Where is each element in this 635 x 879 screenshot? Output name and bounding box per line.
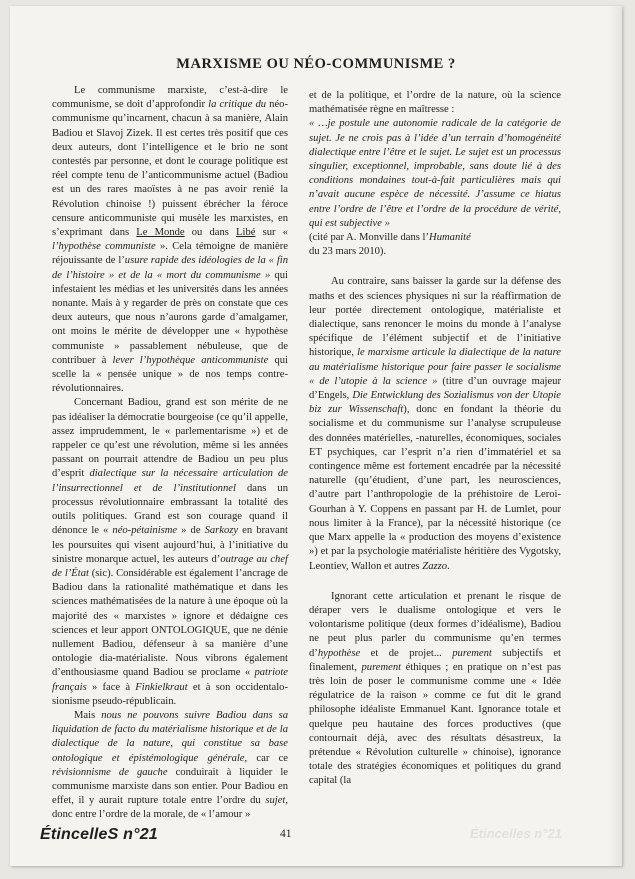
- text-run: Ignorant cette articulation et prenant le risque de déraper vers le dualisme ontologique et vers le volontarisme politique (deux formes d’idéalisme), Badiou ne peut plus parler du communisme qu’en termes d’: [309, 590, 561, 659]
- text-run: » de: [177, 525, 205, 537]
- text-run: conduirait à liquider le communisme marxiste dans son entier. Pour Badiou en effet, il y aurait rupture totale entre l’ordre du: [52, 766, 289, 807]
- text-run: , donc entre l’ordre de la morale, de « l’amour »: [52, 795, 288, 821]
- badiou-quote: « …je postule une autonomie radicale de la catégorie de sujet. Je ne crois pas à l’idée d’un terrain d’homogénéité dialectique entre l’être et le sujet. Le sujet est un processus singulier, exceptionnel, improbable, sans doute lié à des conditions mondaines tout-à-fait particulières mais qui n’avait aucune espèce de nécessité. J’assume ce hiatus entre l’ordre de l’être et l’ordre de la procédure de vérité, qui est subjective »: [309, 118, 561, 229]
- text-run: en bravant les poursuites qui visent aujourd’hui, à l’initiative du sinistre monarque actuel, les auteurs d’: [52, 525, 288, 565]
- text-run: le marxisme articule la dialectique de la nature au matérialisme historique pour faire passer le socialisme « de l’utopie à la science »: [309, 347, 562, 387]
- text-run: hypothèse: [317, 647, 361, 659]
- text-run: sur «: [255, 227, 288, 239]
- right-column: [309, 89, 561, 789]
- text-run: néo-pétainisme: [112, 525, 178, 537]
- text-run: nous ne pouvons suivre Badiou dans sa liquidation de facto du matérialisme historique et de la dialectique de la nature, qui constitue sa base ontologique et épistémologique générale: [52, 709, 288, 764]
- text-run: Sarkozy: [204, 525, 239, 537]
- show-through-text: Étincelles n°21: [470, 826, 562, 841]
- page-edge-shadow: [608, 6, 622, 866]
- left-column: [52, 84, 288, 823]
- text-run: Libé: [236, 227, 256, 239]
- text-run: Concernant Badiou, grand est son mérite de ne pas idéaliser la démocratie bourgeoise (ce qu’il appelle, assez imprudemment, le « parlementarisme ») et de rappeler ce qu’est une révolution, même si les années passant on pourrait attendre de Badiou un peu plus d’esprit: [52, 397, 288, 480]
- text-run: Mais: [74, 709, 102, 721]
- text-run: la critique du: [208, 99, 267, 111]
- text-run: Finkielkraut: [135, 681, 188, 693]
- text-run: éthiques ; en pratique on n’est pas très loin de poser le communisme comme une « Idée régulatrice de la raison » comme ce fut dit le grand philosophe idéaliste Emmanuel Kant. Ignorance totale et quelque peu hautaine des forces productives (que contournait déjà, avec des résultats désastreux, la prétendue « Révolution culturelle » chinoise), ignorance totale des stratégies économiques et politiques du grand capital (la: [309, 661, 561, 787]
- text-run: dialectique sur la nécessaire articulation de l’insurrectionnel et de l’institutionnel: [52, 468, 288, 494]
- text-run: ». Cela témoigne de manière réjouissante de l’: [52, 241, 288, 267]
- text-run: dans un processus révolutionnaire embrassant la totalité des outils politiques. Grand est son courage quand il dénonce le «: [52, 482, 288, 537]
- text-run: qui infestaient les médias et les universités dans les années nonante. Mais à y regarder de près on constate que ces deux auteurs, que nous n’aurons garde d’amalgamer, ont moins le mérite de développer une « hypothèse communiste » passablement nébuleuse, que de contribuer à: [52, 269, 288, 366]
- text-run: purement: [361, 661, 402, 673]
- paragraph-critique: [52, 709, 288, 823]
- paragraph-intro: [52, 84, 288, 396]
- text-run: (sic). Considérable est également l’ancrage de Badiou dans la rationalité mathématique et dans les sciences mathématisées de la nature à une époque où la majorité des « marxistes » ignore et dédaigne ces sciences et leur apport ONTOLOGIQUE, que ne dénie nullement Badiou, défenseur à sa manière d’une ontologie dia-matérialiste. Nous vibrons également d’enthousiasme quand Badiou se proclame «: [52, 567, 288, 679]
- quote-citation-date: du 23 mars 2010).: [309, 246, 387, 258]
- page-number: 41: [280, 828, 292, 840]
- text-run: subjectifs et finalement,: [309, 647, 561, 673]
- text-run: lever l’hypothèque anticommuniste: [112, 354, 269, 366]
- text-run: Zazzo: [422, 560, 448, 572]
- text-run: Le communisme marxiste, c’est-à-dire le communisme, se doit d’approfondir: [52, 85, 288, 111]
- citation-text: (cité par A. Monville dans l’: [309, 232, 430, 244]
- text-run: qui scelle la « pensée unique » de nos temps contre-révolutionnaires.: [52, 354, 288, 395]
- text-run: ), donc en fondant la théorie du socialisme et du communisme sur l’analyse scrupuleuse des données matérielles, -naturelles, économiques, sociales ET psychiques, car l’esprit n’a rien d’immatériel et sa contingence même est fortement encadrée par la nécessité naturelle (qu’étudient, d’une part, les neurosciences, d’autre part l’anthropologie de la préhistoire de Leroi-Gourhan à Y. Coppens en passant par H. de Lumlet, pour nous limiter à la France), par la nécessité historique (ce que Marx appelle la « production des moyens d’existence ») et par la psychologie matérialiste héritière des Vygotsky, Leontiev, Wallon et autres: [309, 404, 562, 572]
- text-run: purement: [452, 647, 492, 659]
- text-run: néo-communisme qu’incarnent, chacun à sa manière, Alain Badiou et Slavoj Zizek. Il est certes très positif que ces deux auteurs, dont l’intelligence et le brio ne sont contestés par personne, et dont le courage politique est réel compte tenu de l’anticommunisme actuel (Badiou est un des rares maoïstes à ne pas avoir renié la Révolution chinoise !) puissent ébrécher la féroce censure anticommuniste qui musèle les marxistes, en s’exprimant dans: [52, 99, 288, 239]
- document-page: [10, 6, 622, 866]
- text-run: et à son occidentalo-sionisme pseudo-républicain.: [52, 681, 288, 707]
- paragraph-ignoring-articulation: [309, 590, 561, 789]
- text-run: l’hypothèse communiste: [52, 241, 156, 253]
- text-run: sujet: [265, 795, 286, 807]
- paragraph-marxism-articulates: [309, 275, 561, 573]
- text-run: et de la politique, et l’ordre de la nature, où la science mathématisée règne en maîtresse :: [309, 90, 561, 116]
- paragraph-badiou-merit: [52, 396, 288, 708]
- text-run: Die Entwicklung des Sozialismus von der Utopie biz zur Wissenschaft: [309, 390, 561, 416]
- paragraph-continuation: [309, 89, 561, 117]
- text-run: (titre d’un ouvrage majeur d’Engels,: [309, 375, 561, 402]
- article-title: MARXISME OU NÉO-COMMUNISME ?: [176, 56, 456, 72]
- text-run: » face à: [86, 681, 136, 693]
- text-run: .: [447, 560, 450, 572]
- text-run: et de projet...: [360, 647, 453, 659]
- quote-citation: [309, 231, 561, 245]
- text-run: outrage au chef de l’État: [52, 553, 288, 579]
- text-run: révisionnisme de gauche: [52, 766, 168, 778]
- text-run: Au contraire, sans baisser la garde sur la défense des maths et des sciences physiques ni sur la réaffirmation de leur portée directement ontologique, matérialiste et dialectique, sans renoncer le moins du monde à l’analyse spécifique de l’élément subjectif et de l’initiative historique,: [309, 276, 561, 359]
- text-run: , car ce: [244, 752, 289, 764]
- text-run: ou dans: [184, 227, 237, 239]
- text-run: Le Monde: [136, 227, 185, 239]
- text-run: patriote français: [52, 667, 288, 693]
- text-run: usure rapide des idéologies de la « fin de l’histoire » et de la « mort du communisme »: [52, 255, 288, 281]
- citation-journal: Humanité: [429, 232, 471, 244]
- magazine-name: ÉtincelleS n°21: [40, 826, 158, 843]
